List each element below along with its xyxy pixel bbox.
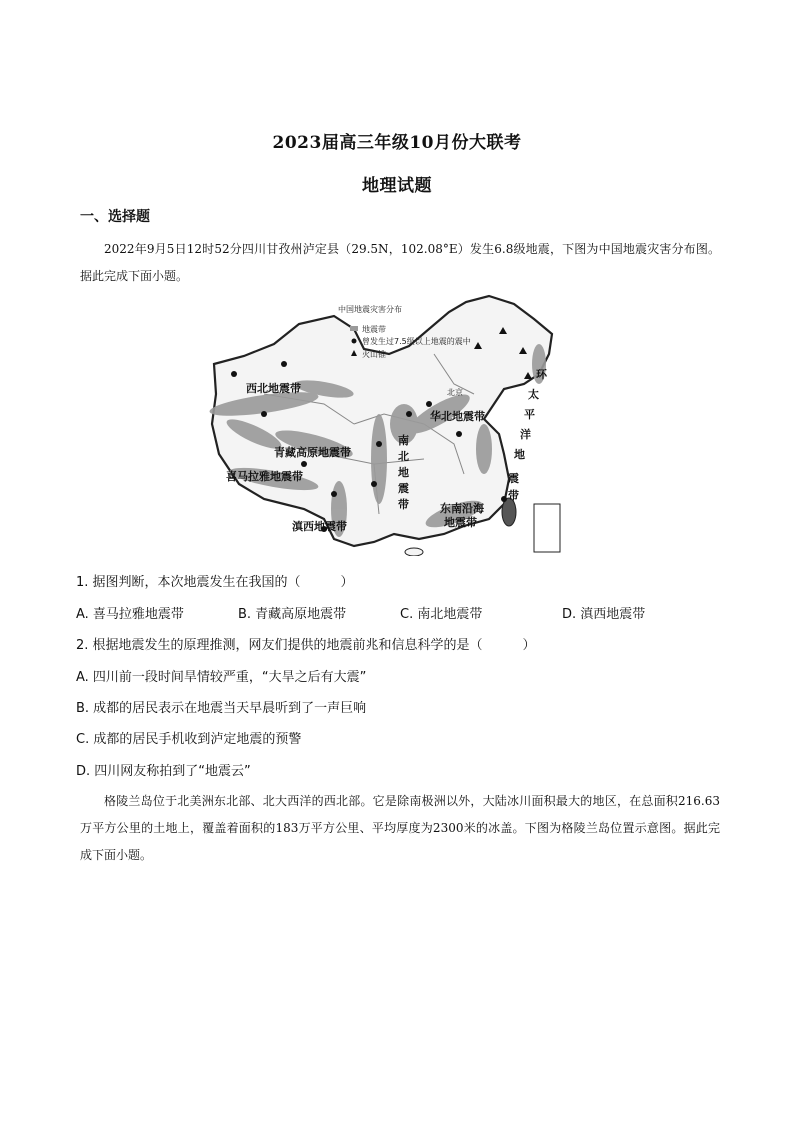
svg-text:地震带: 地震带 [444, 516, 477, 529]
south-sea-inset [534, 504, 560, 552]
q1-option-a[interactable]: A. 喜马拉雅地震带 [76, 607, 184, 622]
q2-option-d[interactable]: D. 四川网友称拍到了“地震云” [76, 764, 251, 779]
legend-belt: 地震带 [362, 325, 386, 334]
label-dianxi-belt: 滇西地震带 [292, 520, 347, 533]
passage-earthquake: 2022年9月5日12时52分四川甘孜州泸定县（29.5N，102.08°E）发生6.8级地震，下图为中国地震灾害分布图。据此完成下面小题。 [80, 242, 720, 283]
q2-option-c[interactable]: C. 成都的居民手机收到泸定地震的预警 [76, 732, 302, 747]
svg-text:东南沿海: 东南沿海 [440, 502, 484, 515]
map-title: 中国地震灾害分布 [338, 305, 402, 314]
hainan-island [405, 548, 423, 556]
passage-greenland: 格陵兰岛位于北美洲东北部、北大西洋的西北部。它是除南极洲以外，大陆冰川面积最大的地区，在总面积216.63万平方公里的土地上，覆盖着面积的183万平方公里、平均厚度为2300米的冰盖。下图为格陵兰岛位置示意图。据此完成下面小题。 [80, 794, 720, 862]
q1-option-d[interactable]: D. 滇西地震带 [562, 607, 646, 622]
q1-option-c[interactable]: C. 南北地震带 [400, 607, 483, 622]
svg-text:北: 北 [398, 450, 409, 463]
taiwan-island [502, 498, 516, 526]
svg-text:震: 震 [508, 472, 519, 485]
question-1: 1. 据图判断，本次地震发生在我国的（ ） [76, 575, 354, 590]
q2-option-a[interactable]: A. 四川前一段时间旱情较严重，“大旱之后有大震” [76, 670, 367, 685]
svg-text:震: 震 [398, 482, 409, 495]
q2-option-b[interactable]: B. 成都的居民表示在地震当天早晨听到了一声巨响 [76, 701, 367, 716]
exam-subtitle: 地理试题 [362, 176, 432, 196]
svg-text:洋: 洋 [520, 428, 531, 441]
china-earthquake-map [204, 294, 562, 556]
label-nanbei-belt [398, 433, 409, 511]
svg-text:地: 地 [514, 448, 525, 461]
label-huabei-belt: 华北地震带 [430, 410, 485, 423]
question-2-stem: 2. 根据地震发生的原理推测，网友们提供的地震前兆和信息科学的是（ [76, 638, 483, 653]
label-qingzang-belt: 青藏高原地震带 [274, 446, 351, 459]
label-himalaya-belt: 喜马拉雅地震带 [226, 470, 303, 483]
svg-text:南: 南 [398, 434, 409, 447]
svg-text:地: 地 [398, 466, 409, 479]
legend-volcano: 火山锥 [362, 350, 386, 359]
legend-epicenter: 曾发生过7.5级以上地震的震中 [362, 337, 471, 346]
svg-text:带: 带 [508, 489, 519, 502]
label-northwest-belt: 西北地震带 [246, 382, 301, 395]
question-2: 2. 根据地震发生的原理推测，网友们提供的地震前兆和信息科学的是（ ） [76, 638, 536, 653]
exam-title: 2023届高三年级10月份大联考 [272, 133, 522, 153]
svg-text:带: 带 [398, 498, 409, 511]
label-beijing: 北京 [447, 388, 463, 397]
question-1-stem: 1. 据图判断，本次地震发生在我国的（ [76, 575, 301, 590]
svg-text:平: 平 [524, 408, 535, 421]
svg-text:环: 环 [536, 368, 547, 381]
svg-text:太: 太 [528, 388, 539, 401]
q1-option-b[interactable]: B. 青藏高原地震带 [238, 607, 347, 622]
section-heading: 一、选择题 [80, 209, 150, 225]
